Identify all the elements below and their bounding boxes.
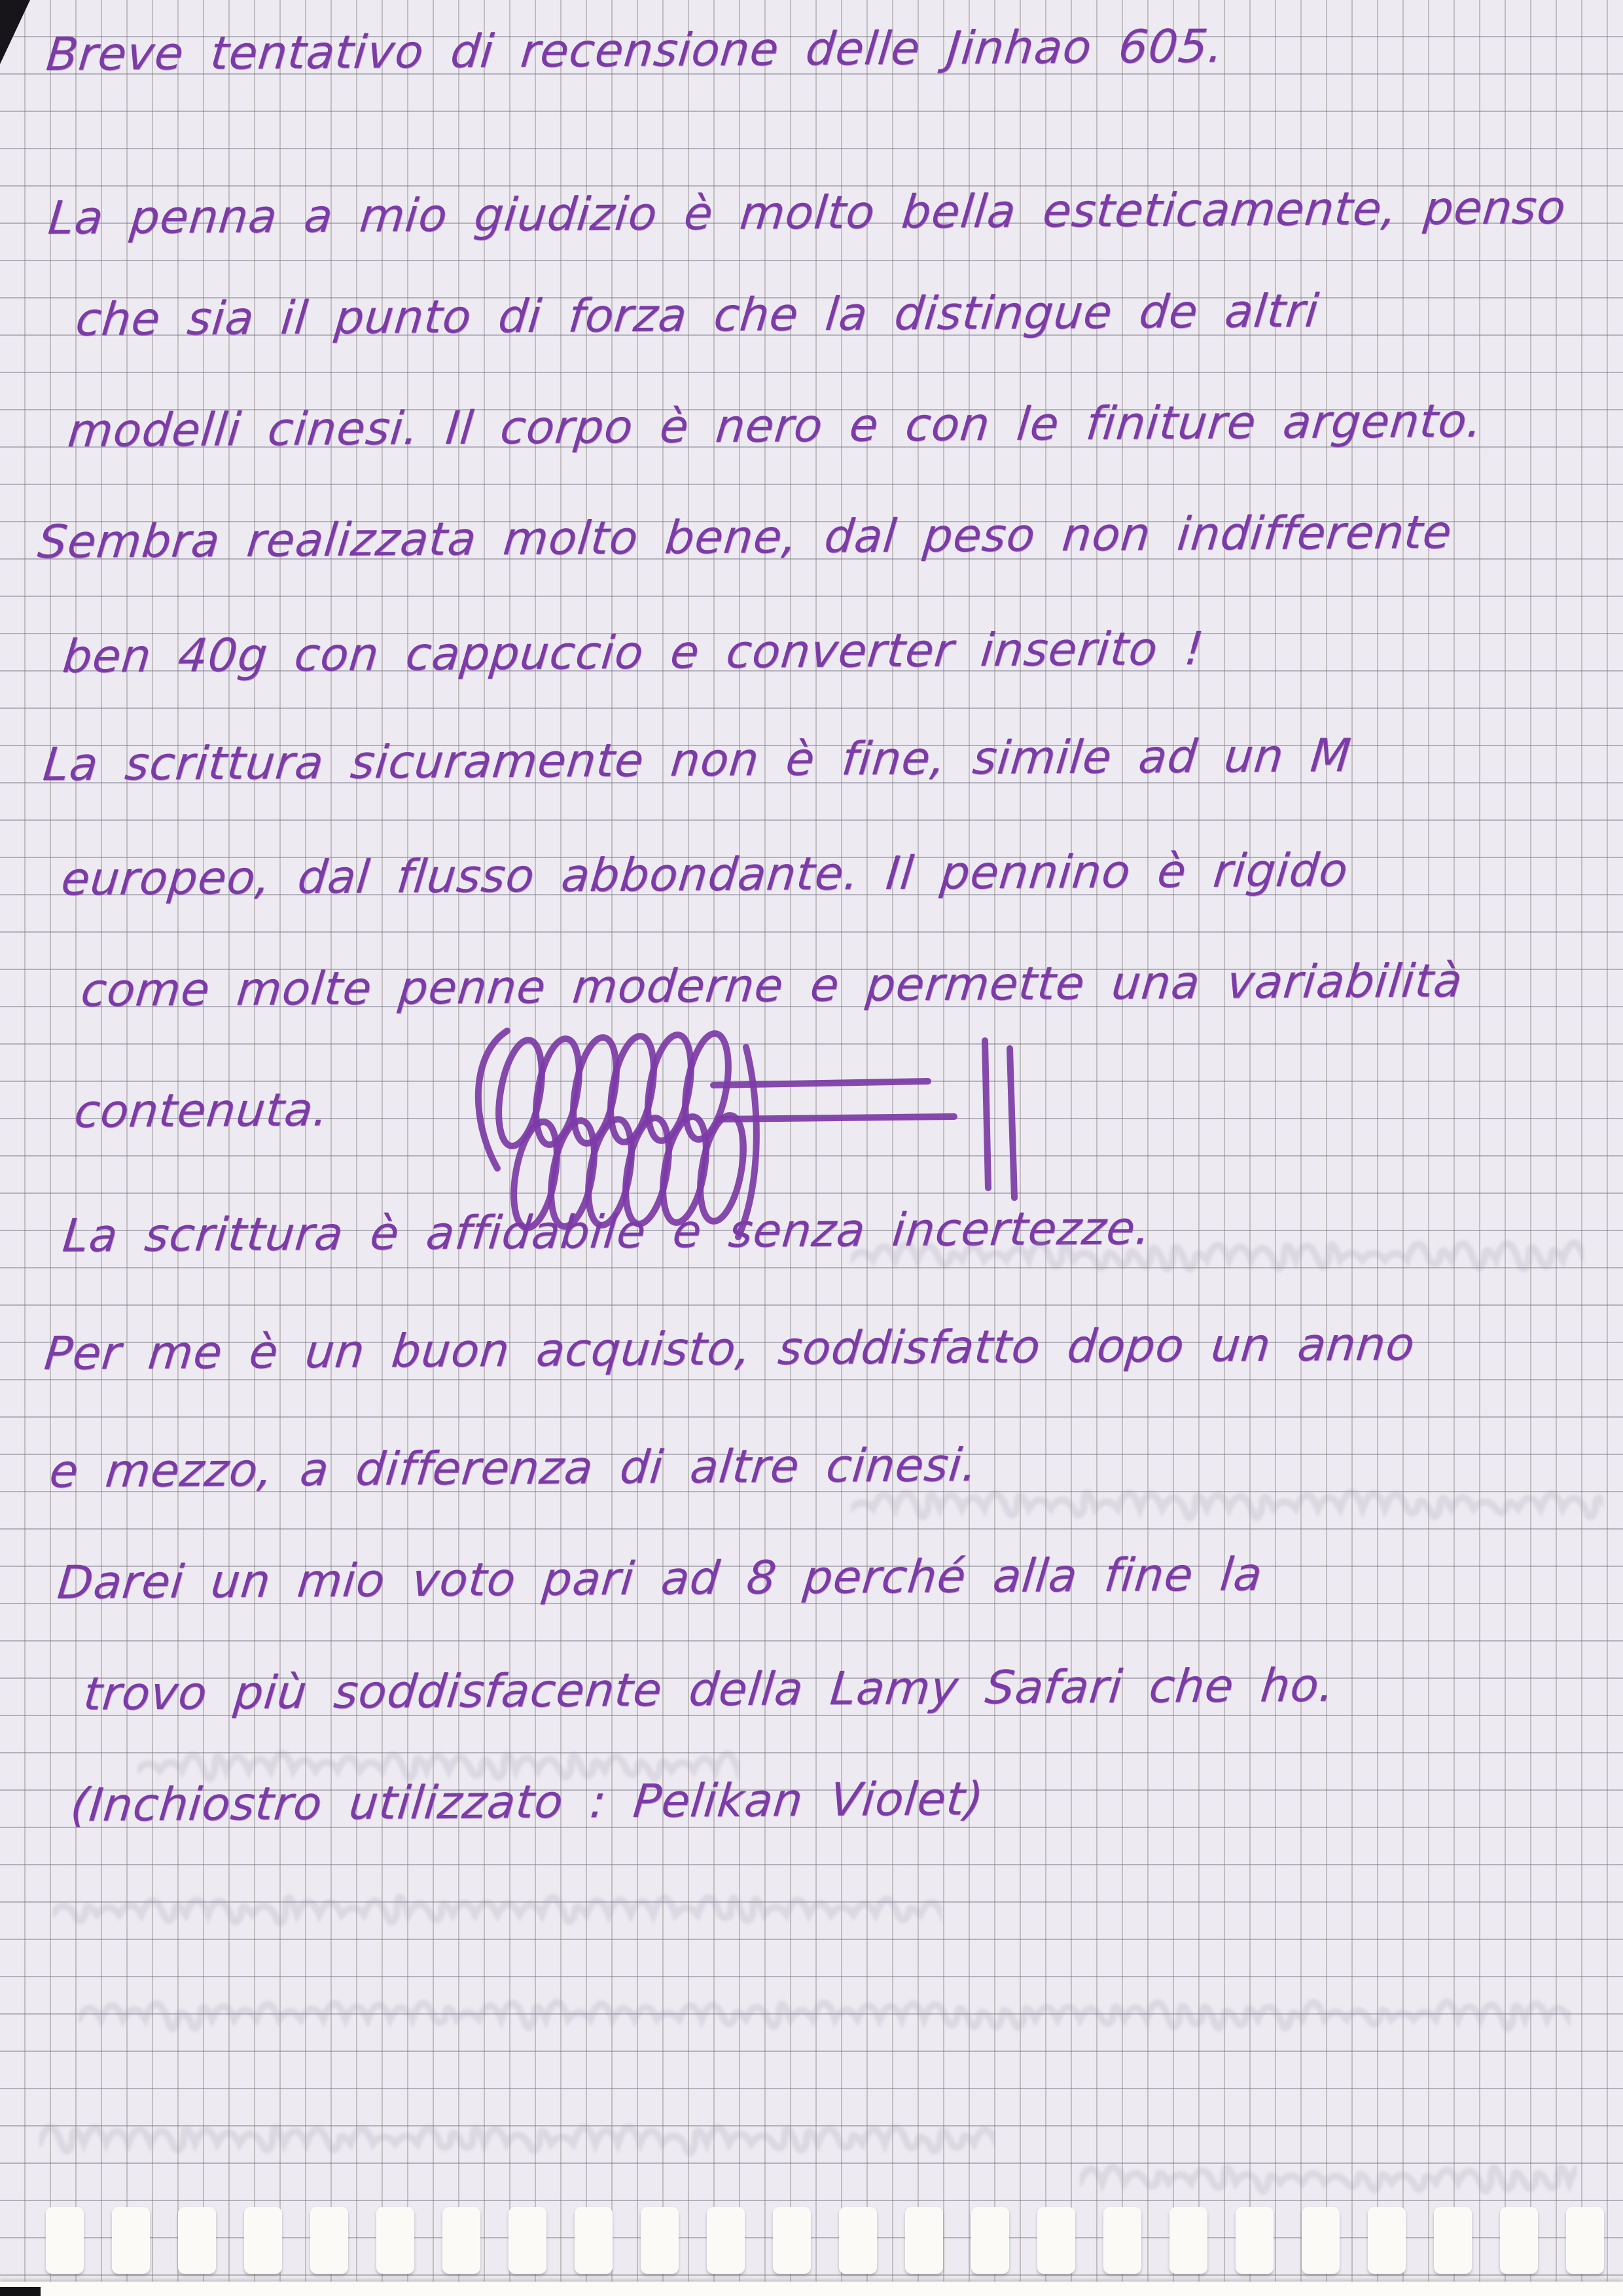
perforation-stub bbox=[112, 2207, 150, 2274]
handwritten-line: Sembra realizzata molto bene, dal peso non indifferente bbox=[35, 505, 1455, 569]
handwritten-line: La penna a mio giudizio è molto bella esteticamente, penso bbox=[46, 180, 1569, 245]
doodle-lead-stroke bbox=[478, 1031, 507, 1168]
perforation-stub bbox=[971, 2207, 1009, 2274]
perforation-stub bbox=[1302, 2207, 1340, 2274]
perforation-stub bbox=[905, 2207, 943, 2274]
handwritten-line: (Inchiostro utilizzato : Pelikan Violet) bbox=[68, 1772, 987, 1832]
doodle-bar-stroke-1 bbox=[985, 1041, 988, 1188]
perforation-stub bbox=[773, 2207, 811, 2274]
ghost-showthrough-band bbox=[39, 2114, 995, 2173]
perforation-stub bbox=[839, 2207, 877, 2274]
perforation-stub bbox=[442, 2207, 480, 2274]
scanner-edge-strip bbox=[0, 2282, 1623, 2296]
perforation-stub bbox=[376, 2207, 414, 2274]
handwritten-line: La scrittura è affidabile e senza incertezze. bbox=[60, 1201, 1154, 1263]
handwritten-line: Darei un mio voto pari ad 8 perché alla fine la bbox=[55, 1547, 1266, 1609]
doodle-bar-stroke-2 bbox=[1010, 1049, 1014, 1198]
handwritten-line: La scrittura sicuramente non è fine, simile ad un M bbox=[41, 728, 1354, 791]
handwritten-line: che sia il punto di forza che la distingue de altri bbox=[73, 283, 1322, 346]
ghost-showthrough-band bbox=[851, 1230, 1584, 1289]
perforation-stub bbox=[1037, 2207, 1075, 2274]
handwritten-line: ben 40g con cappuccio e converter inserito ! bbox=[60, 621, 1207, 683]
perforation-stub bbox=[1434, 2207, 1472, 2274]
doodle-loops-bottom bbox=[507, 1112, 751, 1231]
handwritten-line: modelli cinesi. Il corpo è nero e con le finiture argento. bbox=[65, 393, 1486, 457]
perforation-stub bbox=[1500, 2207, 1538, 2274]
perforation-stub bbox=[707, 2207, 745, 2274]
ghost-showthrough-band bbox=[52, 1885, 942, 1944]
handwritten-line: e mezzo, a differenza di altre cinesi. bbox=[47, 1438, 980, 1498]
handwritten-line: come molte penne moderne e permette una variabilità bbox=[79, 954, 1465, 1017]
scan-corner-artifact-bottomleft bbox=[0, 2287, 41, 2296]
perforation-stub bbox=[1169, 2207, 1207, 2274]
handwritten-line: trovo più soddisfacente della Lamy Safari che ho. bbox=[81, 1658, 1338, 1721]
perforation-stub bbox=[508, 2207, 546, 2274]
perforation-stub bbox=[46, 2207, 84, 2274]
perforation-stub bbox=[1236, 2207, 1274, 2274]
handwritten-line: Per me è un buon acquisto, soddisfatto dopo un anno bbox=[42, 1317, 1418, 1380]
doodle-equals-stroke-1 bbox=[713, 1081, 928, 1085]
perforation-stub bbox=[575, 2207, 613, 2274]
perforation-stub bbox=[1103, 2207, 1141, 2274]
ghost-showthrough-band bbox=[1080, 2153, 1577, 2212]
ghost-showthrough-band bbox=[79, 1990, 1571, 2049]
handwritten-line: contenuta. bbox=[72, 1083, 332, 1138]
perforation-stub bbox=[244, 2207, 282, 2274]
handwritten-line: Breve tentativo di recensione delle Jinhao 605. bbox=[44, 19, 1226, 81]
handwritten-line: europeo, dal flusso abbondante. Il pennino è rigido bbox=[59, 843, 1351, 906]
doodle-equals-stroke-2 bbox=[719, 1117, 954, 1119]
perforation-stub bbox=[641, 2207, 679, 2274]
perforation-stub bbox=[1368, 2207, 1406, 2274]
perforation-stub bbox=[310, 2207, 348, 2274]
ghost-showthrough-band bbox=[851, 1479, 1603, 1538]
perforation-stub bbox=[1566, 2207, 1604, 2274]
scan-corner-artifact-topleft bbox=[0, 0, 30, 64]
perforation-stub bbox=[178, 2207, 216, 2274]
ghost-showthrough-band bbox=[137, 1741, 740, 1800]
